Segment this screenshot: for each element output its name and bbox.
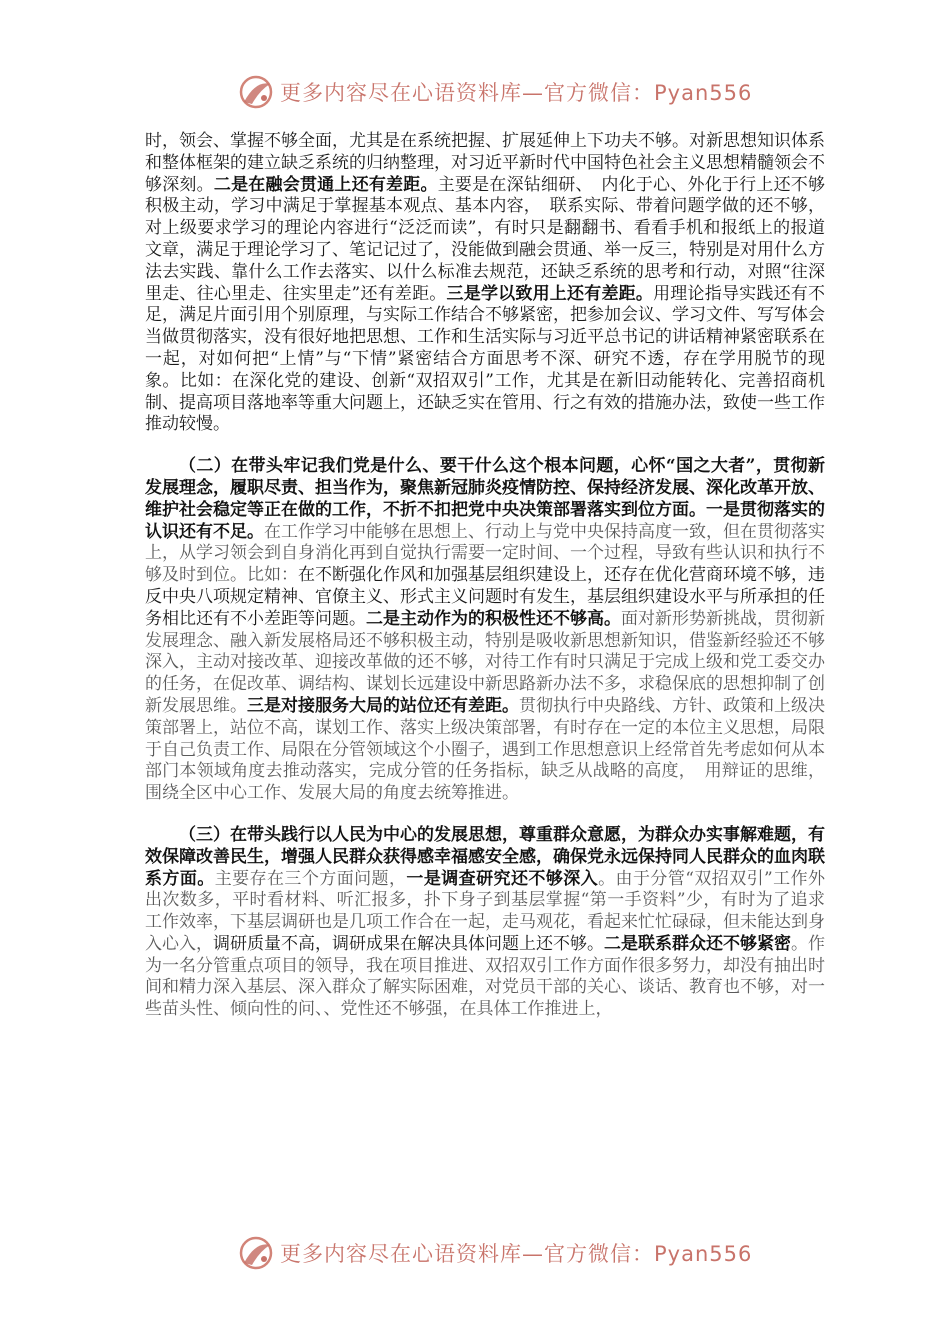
- paragraph-3: [145, 825, 825, 1021]
- p1-text-1: 时，领会、掌握不够全面，尤其是在系统把握、扩展延伸上下功夫不够。对新思想知识体系和整体框架的建立缺乏系统的归纳整理，对习近平新时代中国特色社会主义思想精髓领会不够深刻。: [145, 131, 825, 195]
- p1-text-3: 用理论指导实践还有不足，满足片面引用个别原理，与实际工作结合不够紧密，把参加会议、学习文件、写写体会当做贯彻落实，没有很好地把思想、工作和生活实际与习近平总书记的讲话精神紧密联系在一起，对如何把“上情”与“下情”紧密结合方面思考不深、研究不透，存在学用脱节的现象。比如：在深化党的建设、创新“双招双引”工作，尤其是在新旧动能转化、完善招商机制、提高项目落地率等重大问题上，还缺乏实在管用、行之有效的措施办法，致使一些工作推动较慢。: [145, 283, 826, 435]
- p3-text-3: 调研质量不高，调研成果在解决具体问题上还不够。: [213, 933, 604, 954]
- paragraph-1: [145, 131, 825, 436]
- brush-logo-icon: [236, 72, 276, 112]
- p1-bold-2: 三是学以致用上还有差距。: [446, 283, 654, 304]
- p2-text-4: 贯彻执行中央路线、方针、政策和上级决策部署上，站位不高，谋划工作、落实上级决策部署，有时存在一定的本位主义思想，局限于自己负责工作、局限在分管领域这个小圈子，遇到工作思想意识上经常首先考虑如何从本部门本领域角度去推动落实，完成分管的任务指标，缺乏从战略的高度， 用辩证的思维，围绕全区中心工作、发展大局的角度去统筹推进。: [145, 695, 825, 804]
- p3-text-2: 。由于分管“双招双引”工作外出次数多，平时看材料、听汇报多，扑下身子到基层掌握“第一手资料”少，有时为了追求工作效率，下基层调研也是几项工作合在一起，走马观花，看起来忙忙碌碌，但未能达到身入心入，: [145, 868, 826, 954]
- p2-bold-1: 一是贯彻落实的认识还有不足。: [145, 499, 825, 542]
- paragraph-2: [145, 456, 825, 805]
- p3-bold-1b: 还不够深入: [510, 868, 599, 889]
- watermark-text: 更多内容尽在心语资料库—官方微信：Pyan556: [280, 81, 753, 105]
- watermark-text: 更多内容尽在心语资料库—官方微信：Pyan556: [280, 1242, 753, 1266]
- p3-bold-1: 一是调查研究: [406, 868, 511, 889]
- p2-text-3: 面对新形势新挑战，贯彻新发展理念、融入新发展格局还不够积极主动，特别是吸收新思想新知识，借鉴新经验还不够深入，主动对接改革、迎接改革做的还不够，对待工作有时只满足于完成上级和党工委交办的任务，在促改革、调结构、谋划长远建设中新思路新办法不多，求稳保底的思想抑制了创新发展思维。: [145, 608, 825, 716]
- p2-bold-3: 三是对接服务大局的站位还有差距。: [247, 695, 519, 716]
- document-body: [145, 131, 825, 1021]
- p1-bold-1: 二是在融会贯通上还有差距。: [213, 174, 438, 195]
- p3-text-1: 主要存在三个方面问题，: [214, 868, 407, 889]
- p2-text-1: 在工作学习中能够在思想上、行动上与党中央保持高度一致，但在贯彻落实上，从学习领会到自身消化再到自觉执行需要一定时间、一个过程，导致有些认识和执行不够及时到位。比如：: [145, 521, 825, 586]
- section-3-heading: （三）在带头践行以人民为中心的发展思想，尊重群众意愿，为群众办实事解难题，有效保障改善民生，增强人民群众获得感幸福感安全感，确保党永远保持同人民群众的血肉联系方面。: [145, 824, 825, 889]
- p2-bold-2: 二是主动作为的积极性还不够高。: [366, 608, 621, 629]
- brush-logo-icon: [236, 1233, 276, 1273]
- p1-text-2: 主要是在深钻细研、 内化于心、外化于行上还不够积极主动，学习中满足于掌握基本观点、基本内容， 联系实际、带着问题学做的还不够，对上级要求学习的理论内容进行“泛泛而读”，有时只是翻翻书、看看手机和报纸上的报道文章，满足于理论学习了、笔记记过了，没能做到融会贯通、举一反三，特别是对用什么方法去实践、靠什么工作去落实、以什么标准去规范，还缺乏系统的思考和行动，对照“往深里走、往心里走、往实里走”还有差距。: [145, 174, 826, 304]
- p3-bold-2: 二是联系群众还不够紧密: [604, 933, 791, 954]
- watermark-header: [236, 72, 756, 112]
- p3-text-4: 。作为一名分管重点项目的领导，我在项目推进、双招双引工作方面作很多努力，却没有抽出时间和精力深入基层、深入群众了解实际困难，对党员干部的关心、谈话、教育也不够，对一些苗头性、倾向性的问、、党性还不够强，在具体工作推进上，: [145, 933, 825, 1020]
- p2-text-2: 在不断强化作风和加强基层组织建设上，还存在优化营商环境不够，违反中央八项规定精神、官僚主义、形式主义问题时有发生，基层组织建设水平与所承担的任务相比还有不小差距等问题。: [145, 565, 825, 629]
- watermark-footer: [236, 1233, 756, 1273]
- section-2-heading: （二）在带头牢记我们党是什么、要干什么这个根本问题，心怀“国之大者”，贯彻新发展理念，履职尽责、担当作为，聚焦新冠肺炎疫情防控、保持经济发展、深化改革开放、维护社会稳定等正在做的工作，不折不扣把党中央决策部署落实到位方面。: [145, 456, 825, 520]
